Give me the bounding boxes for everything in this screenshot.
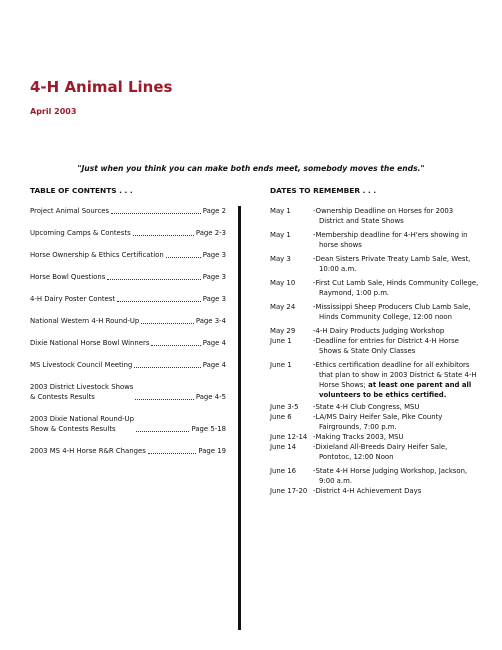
toc-leader-dots: [166, 257, 201, 258]
toc-leader-dots: [134, 367, 200, 368]
date-entry-text: [313, 336, 480, 356]
date-entry: [270, 442, 480, 462]
date-entry-text: [313, 230, 480, 250]
date-entry-date: May 1: [270, 231, 291, 239]
date-entry: [270, 302, 480, 322]
toc-item-page: Page 4: [202, 339, 226, 347]
toc-item: [30, 414, 226, 434]
date-entry-date: June 14: [270, 443, 296, 451]
toc-item-page: Page 3: [202, 273, 226, 281]
quote: "Just when you think you can make both ends meet, somebody moves the ends.": [77, 164, 425, 173]
toc-item-label: Upcoming Camps & Contests: [30, 229, 131, 237]
newsletter-title: 4-H Animal Lines: [30, 78, 173, 96]
toc-item: [30, 272, 226, 282]
date-entry-date: June 12-14: [270, 433, 308, 441]
date-entry-description: -Dean Sisters Private Treaty Lamb Sale, West, 10:00 a.m.: [313, 255, 471, 273]
date-entry-date: May 24: [270, 303, 296, 311]
date-entry-text: [313, 254, 480, 274]
date-entry-description: -Ethics certification deadline for all exhibitors that plan to show in 2003 District & State 4-H Horse Shows;: [313, 361, 477, 389]
date-entry-text: [313, 326, 480, 336]
date-entry-text: [313, 432, 480, 442]
toc-item-page: Page 2-3: [195, 229, 226, 237]
table-of-contents: [30, 206, 226, 456]
date-entry-text: [313, 302, 480, 322]
date-entry-text: [313, 206, 480, 226]
issue-date: April 2003: [30, 107, 77, 116]
toc-item-label: Horse Ownership & Ethics Certification: [30, 251, 164, 259]
date-entry-text: [313, 402, 480, 412]
date-entry-date: June 1: [270, 337, 292, 345]
toc-item-label: 4-H Dairy Poster Contest: [30, 295, 116, 303]
toc-leader-dots: [107, 279, 200, 280]
toc-item-page: Page 4-5: [195, 393, 226, 401]
date-entry: [270, 254, 480, 274]
date-entry-description: -Ownership Deadline on Horses for 2003 District and State Shows: [313, 207, 454, 225]
toc-item-label: 2003 MS 4-H Horse R&R Changes: [30, 447, 146, 455]
toc-item-label: 2003 District Livestock Shows & Contests Results: [30, 383, 134, 401]
date-entry-date: June 3-5: [270, 403, 299, 411]
date-entry: [270, 432, 480, 442]
toc-item-page: Page 19: [198, 447, 226, 455]
toc-item: [30, 360, 226, 370]
date-entry-description: -Dixieland All-Breeds Dairy Heifer Sale, Pontotoc, 12:00 Noon: [313, 443, 448, 461]
toc-item: [30, 250, 226, 260]
date-entry-date: May 3: [270, 255, 291, 263]
toc-item: [30, 316, 226, 326]
date-entry-text: [313, 486, 480, 496]
toc-leader-dots: [117, 301, 201, 302]
date-entry-text: [313, 360, 480, 400]
date-entry-text: [313, 412, 480, 432]
date-entry-description: -State 4-H Horse Judging Workshop, Jackson, 9:00 a.m.: [313, 467, 468, 485]
column-divider: [238, 206, 241, 630]
date-entry: [270, 326, 480, 336]
toc-item-label: MS Livestock Council Meeting: [30, 361, 133, 369]
date-entry-description: -LA/MS Dairy Heifer Sale, Pike County Fairgrounds, 7:00 p.m.: [313, 413, 443, 431]
toc-item-page: Page 3: [202, 251, 226, 259]
toc-item: [30, 206, 226, 216]
toc-leader-dots: [141, 323, 194, 324]
date-entry-date: June 1: [270, 361, 292, 369]
date-entry-description: -Mississippi Sheep Producers Club Lamb Sale, Hinds Community College, 12:00 noon: [313, 303, 471, 321]
toc-item-page: Page 4: [202, 361, 226, 369]
date-entry: [270, 230, 480, 250]
toc-item: [30, 228, 226, 238]
toc-item-page: Page 2: [202, 207, 226, 215]
toc-item-page: Page 3: [202, 295, 226, 303]
toc-leader-dots: [148, 453, 197, 454]
dates-to-remember: [270, 206, 480, 496]
date-entry-emphasis: at least one parent and all volunteers to be ethics certified.: [319, 381, 472, 399]
toc-leader-dots: [133, 235, 194, 236]
toc-item: [30, 294, 226, 304]
toc-leader-dots: [135, 399, 193, 400]
date-entry: [270, 360, 480, 400]
toc-item-label: Horse Bowl Questions: [30, 273, 106, 281]
toc-item-page: Page 5-18: [191, 425, 226, 433]
date-entry-text: [313, 442, 480, 462]
date-entry: [270, 412, 480, 432]
date-entry-description: -District 4-H Achievement Days: [313, 487, 422, 495]
date-entry-date: May 10: [270, 279, 296, 287]
date-entry-date: June 6: [270, 413, 292, 421]
date-entry-text: [313, 466, 480, 486]
toc-item-label: Project Animal Sources: [30, 207, 110, 215]
date-entry: [270, 278, 480, 298]
date-entry-description: -Membership deadline for 4-H'ers showing in horse shows: [313, 231, 468, 249]
date-entry: [270, 402, 480, 412]
toc-leader-dots: [151, 345, 200, 346]
date-entry: [270, 466, 480, 486]
date-entry-description: -4-H Dairy Products Judging Workshop: [313, 327, 445, 335]
dates-heading: DATES TO REMEMBER . . .: [270, 186, 377, 195]
toc-item-label: National Western 4-H Round-Up: [30, 317, 140, 325]
toc-item-page: Page 3-4: [195, 317, 226, 325]
date-entry-text: [313, 278, 480, 298]
toc-leader-dots: [136, 431, 190, 432]
date-entry-date: June 16: [270, 467, 296, 475]
toc-item: [30, 382, 226, 402]
date-entry: [270, 336, 480, 356]
toc-item: [30, 446, 226, 456]
date-entry-description: -Deadline for entries for District 4-H Horse Shows & State Only Classes: [313, 337, 459, 355]
toc-leader-dots: [111, 213, 201, 214]
toc-item-label: Dixie National Horse Bowl Winners: [30, 339, 150, 347]
date-entry-description: -Making Tracks 2003, MSU: [313, 433, 404, 441]
date-entry-date: May 1: [270, 207, 291, 215]
date-entry-description: -State 4-H Club Congress, MSU: [313, 403, 420, 411]
toc-heading: TABLE OF CONTENTS . . .: [30, 186, 133, 195]
toc-item: [30, 338, 226, 348]
date-entry-date: May 29: [270, 327, 296, 335]
date-entry-date: June 17-20: [270, 487, 308, 495]
toc-item-label: 2003 Dixie National Round-Up Show & Contests Results: [30, 415, 134, 433]
date-entry: [270, 206, 480, 226]
date-entry: [270, 486, 480, 496]
date-entry-description: -First Cut Lamb Sale, Hinds Community College, Raymond, 1:00 p.m.: [313, 279, 479, 297]
